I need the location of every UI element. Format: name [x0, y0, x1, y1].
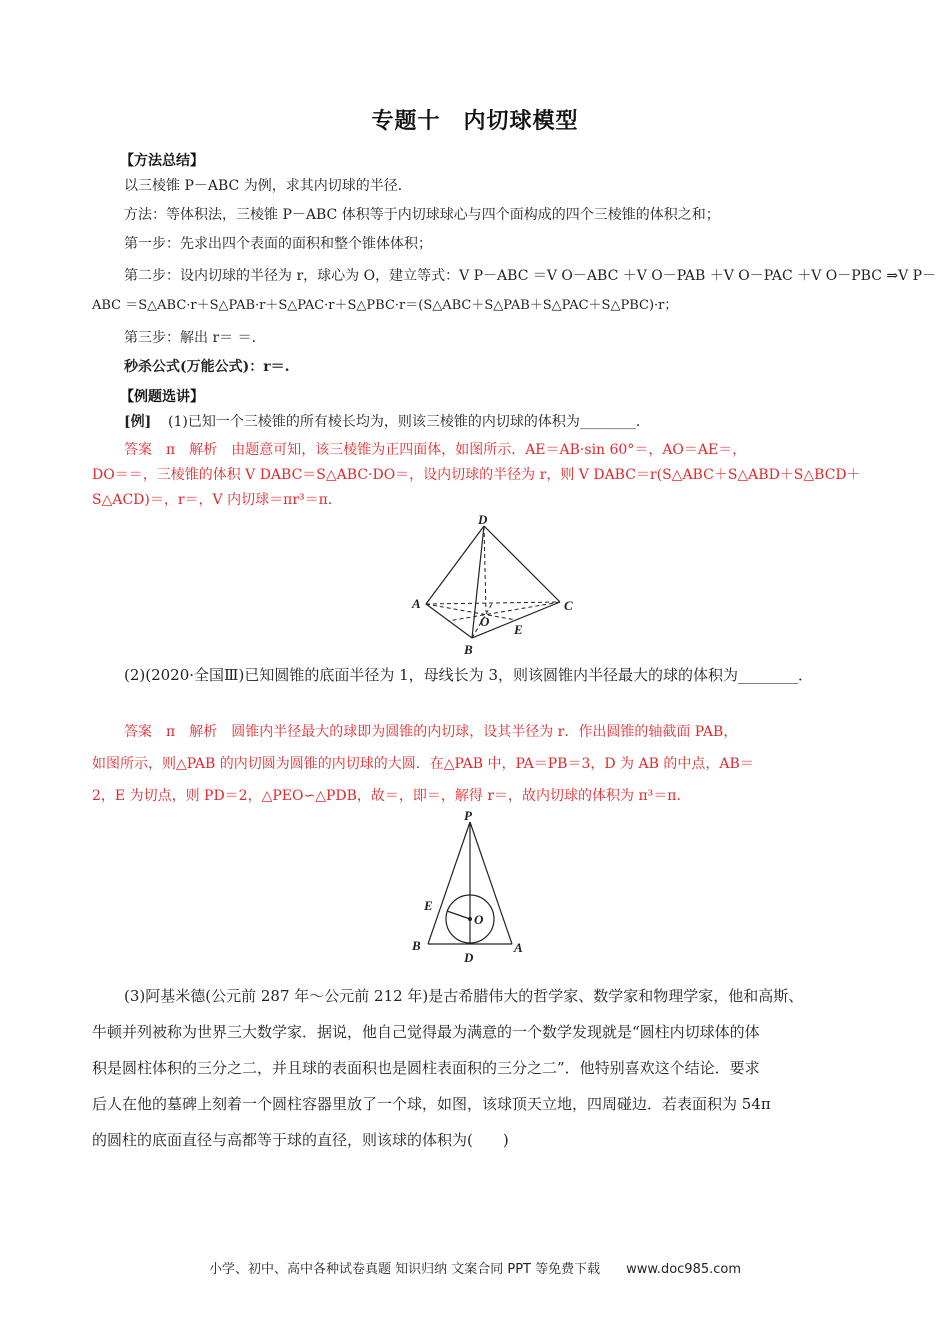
method-line-2: 方法：等体积法，三棱锥 P－ABC 体积等于内切球球心与四个面构成的四个三棱锥的体积之和；	[124, 207, 720, 223]
cone-section-figure	[408, 810, 534, 966]
example-3-question-line-3: 积是圆柱体积的三分之二，并且球的表面积也是圆柱表面积的三分之二”．他特别喜欢这个结论．要求	[92, 1059, 760, 1077]
label-a: A	[514, 940, 523, 955]
label-d: D	[464, 950, 474, 965]
example-3-question-line-2: 牛顿并列被称为世界三大数学家．据说，他自己觉得最为满意的一个数学发现就是“圆柱内切球体的体	[92, 1023, 760, 1041]
method-header: 【方法总结】	[120, 153, 204, 169]
example-2-answer-line-1: 答案 π 解析 圆锥内半径最大的球即为圆锥的内切球，设其半径为 r．作出圆锥的轴截面 PAB，	[124, 724, 738, 740]
example-1-answer-line-3: S△ACD)＝，r＝，V 内切球＝πr³＝π．	[92, 492, 342, 508]
method-line-4b: ABC ＝S△ABC·r＋S△PAB·r＋S△PAC·r＋S△PBC·r＝(S△ABC＋S△PAB＋S△PAC＋S△PBC)·r；	[92, 298, 678, 313]
method-line-3: 第一步：先求出四个表面的面积和整个锥体体积；	[124, 236, 432, 252]
example-2-answer-line-3: 2，E 为切点，则 PD＝2，△PEO∽△PDB，故＝，即＝，解得 r＝，故内切球的体积为 π³＝π．	[92, 788, 691, 804]
example-2-question: (2)(2020·全国Ⅲ)已知圆锥的底面半径为 1，母线长为 3，则该圆锥内半径最大的球的体积为________．	[124, 666, 813, 684]
footer-text: 小学、初中、高中各种试卷真题 知识归纳 文案合同 PPT 等免费下载 www.doc985.com	[208, 1262, 742, 1277]
label-e: E	[514, 622, 523, 637]
label-a: A	[412, 596, 421, 611]
example-3-question-line-4: 后人在他的墓碑上刻着一个圆柱容器里放了一个球，如图，该球顶天立地，四周碰边．若表面积为 54π	[92, 1095, 771, 1113]
method-line-5: 第三步：解出 r＝ ＝．	[124, 330, 266, 346]
example-2-answer-line-2: 如图所示，则△PAB 的内切圆为圆锥的内切球的大圆．在△PAB 中，PA＝PB＝3，D 为 AB 的中点，AB＝	[92, 756, 754, 772]
tetrahedron-figure	[400, 512, 590, 658]
page-title: 专题十 内切球模型	[371, 109, 579, 134]
examples-header: 【例题选讲】	[120, 389, 204, 405]
label-p: P	[464, 810, 472, 823]
example-1-answer-line-2: DO＝＝，三棱锥的体积 V DABC＝S△ABC·DO＝，设内切球的半径为 r，则 V DABC＝r(S△ABC＋S△ABD＋S△BCD＋	[92, 467, 861, 483]
example-3-question-line-1: (3)阿基米德(公元前 287 年～公元前 212 年)是古希腊伟大的哲学家、数学家和物理学家，他和高斯、	[124, 987, 804, 1005]
label-b: B	[464, 642, 473, 657]
method-line-4a: 第二步：设内切球的半径为 r，球心为 O，建立等式：V P－ABC ＝V O－ABC ＋V O－PAB ＋V O－PAC ＋V O－PBC ⇒V P－	[124, 268, 937, 284]
label-b: B	[412, 938, 421, 953]
label-c: C	[564, 598, 573, 613]
example-label: [例]	[124, 414, 152, 430]
example-1-answer-line-1: 答案 π 解析 由题意可知，该三棱锥为正四面体，如图所示．AE＝AB·sin 60°＝，AO＝AE＝，	[124, 442, 747, 458]
method-line-6: 秒杀公式(万能公式)：r＝.	[124, 359, 290, 375]
example-1-question: (1)已知一个三棱锥的所有棱长均为，则该三棱锥的内切球的体积为________．	[168, 414, 650, 430]
label-e: E	[424, 898, 433, 913]
method-line-1: 以三棱锥 P－ABC 为例，求其内切球的半径．	[124, 178, 412, 194]
example-3-question-line-5: 的圆柱的底面直径与高都等于球的直径，则该球的体积为( )	[92, 1131, 509, 1149]
label-d: D	[478, 512, 488, 527]
label-o: O	[480, 614, 490, 629]
label-o: O	[474, 912, 484, 927]
